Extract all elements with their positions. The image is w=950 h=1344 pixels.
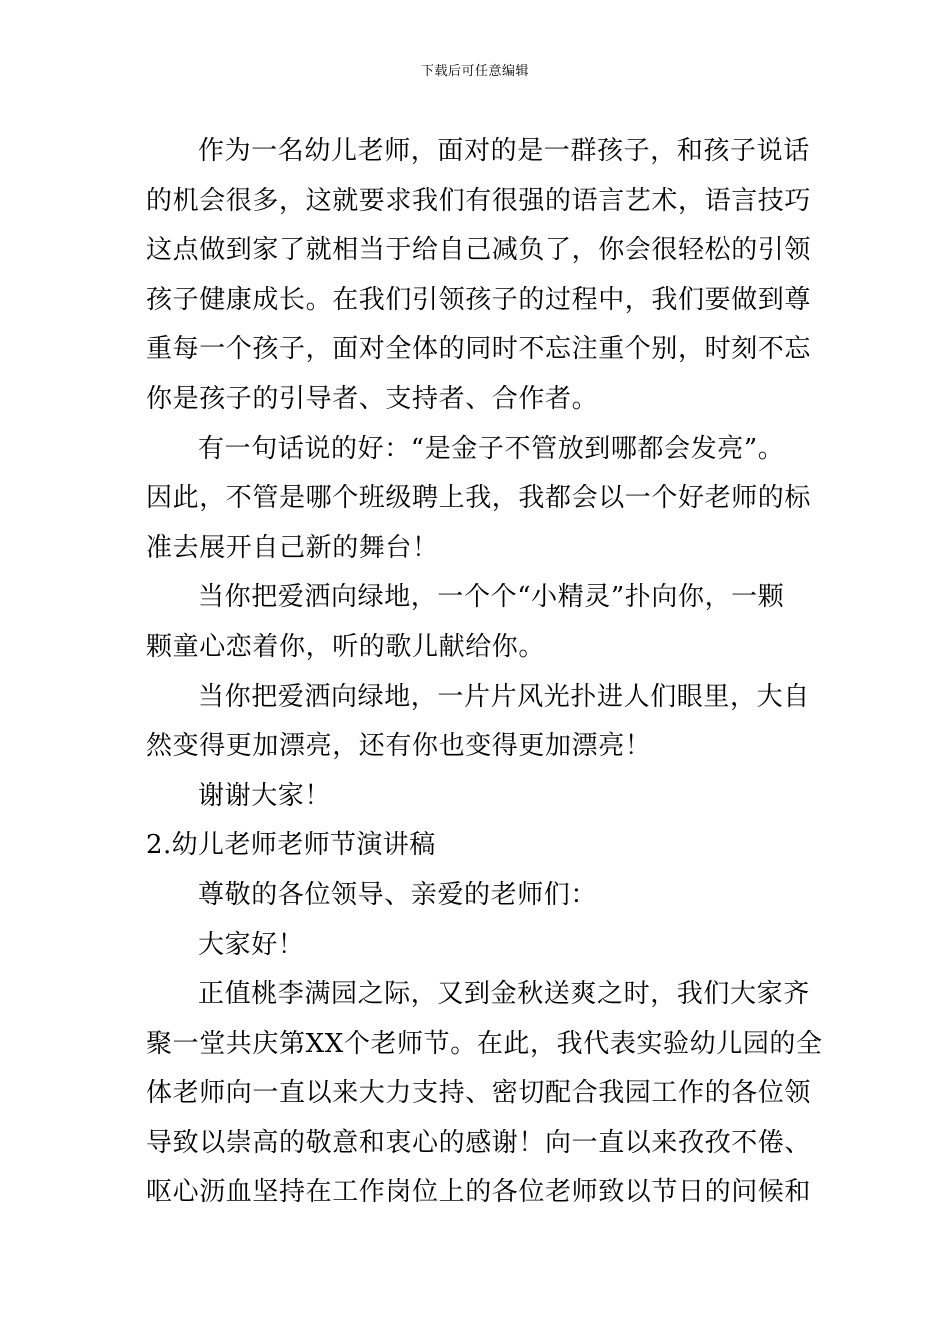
paragraph-line: 因此，不管是哪个班级聘上我，我都会以一个好老师的标 bbox=[146, 483, 812, 514]
paragraph-line: 你是孩子的引导者、支持者、合作者。 bbox=[146, 383, 599, 414]
paragraph-line: 尊敬的各位领导、亲爱的老师们： bbox=[198, 879, 598, 910]
paragraph-2 bbox=[146, 425, 810, 574]
section-heading: 2.幼儿老师老师节演讲稿 bbox=[146, 830, 436, 861]
paragraph-line: 正值桃李满园之际，又到金秋送爽之时，我们大家齐 bbox=[198, 979, 810, 1010]
paragraph-line: 重每一个孩子，面对全体的同时不忘注重个别，时刻不忘 bbox=[146, 334, 812, 365]
paragraph-line: 孩子健康成长。在我们引领孩子的过程中，我们要做到尊 bbox=[146, 284, 812, 315]
paragraph-5 bbox=[146, 772, 810, 822]
paragraph-line: 导致以崇高的敬意和衷心的感谢！向一直以来孜孜不倦、 bbox=[146, 1127, 812, 1158]
paragraph-line: 的机会很多，这就要求我们有很强的语言艺术，语言技巧 bbox=[146, 185, 812, 216]
paragraph-line: 体老师向一直以来大力支持、密切配合我园工作的各位领 bbox=[146, 1078, 812, 1109]
paragraph-line: 有一句话说的好：“是金子不管放到哪都会发亮”。 bbox=[198, 433, 785, 464]
paragraph-3 bbox=[146, 573, 810, 672]
document-body bbox=[146, 127, 823, 1218]
paragraph-line: 然变得更加漂亮，还有你也变得更加漂亮！ bbox=[146, 731, 652, 762]
paragraph-8 bbox=[146, 970, 823, 1218]
paragraph-7 bbox=[146, 921, 810, 971]
paragraph-line: 准去展开自己新的舞台！ bbox=[146, 532, 439, 563]
paragraph-4 bbox=[146, 673, 810, 772]
page-header: 下载后可任意编辑 bbox=[420, 64, 529, 79]
paragraph-line: 大家好！ bbox=[198, 929, 305, 960]
paragraph-line: 聚一堂共庆第XX个老师节。在此，我代表实验幼儿园的全 bbox=[146, 1028, 823, 1059]
paragraph-6 bbox=[146, 871, 810, 921]
paragraph-line: 这点做到家了就相当于给自己减负了，你会很轻松的引领 bbox=[146, 235, 812, 266]
paragraph-line: 作为一名幼儿老师，面对的是一群孩子，和孩子说话 bbox=[198, 136, 810, 166]
paragraph-line: 谢谢大家！ bbox=[198, 780, 332, 811]
paragraph-1 bbox=[146, 127, 810, 425]
paragraph-line: 颗童心恋着你，听的歌儿献给你。 bbox=[146, 631, 546, 662]
paragraph-line: 当你把爱洒向绿地，一片片风光扑进人们眼里，大自 bbox=[198, 681, 810, 712]
paragraph-line: 当你把爱洒向绿地，一个个“小精灵”扑向你，一颗 bbox=[198, 582, 785, 613]
paragraph-line: 呕心沥血坚持在工作岗位上的各位老师致以节日的问候和 bbox=[146, 1177, 812, 1208]
